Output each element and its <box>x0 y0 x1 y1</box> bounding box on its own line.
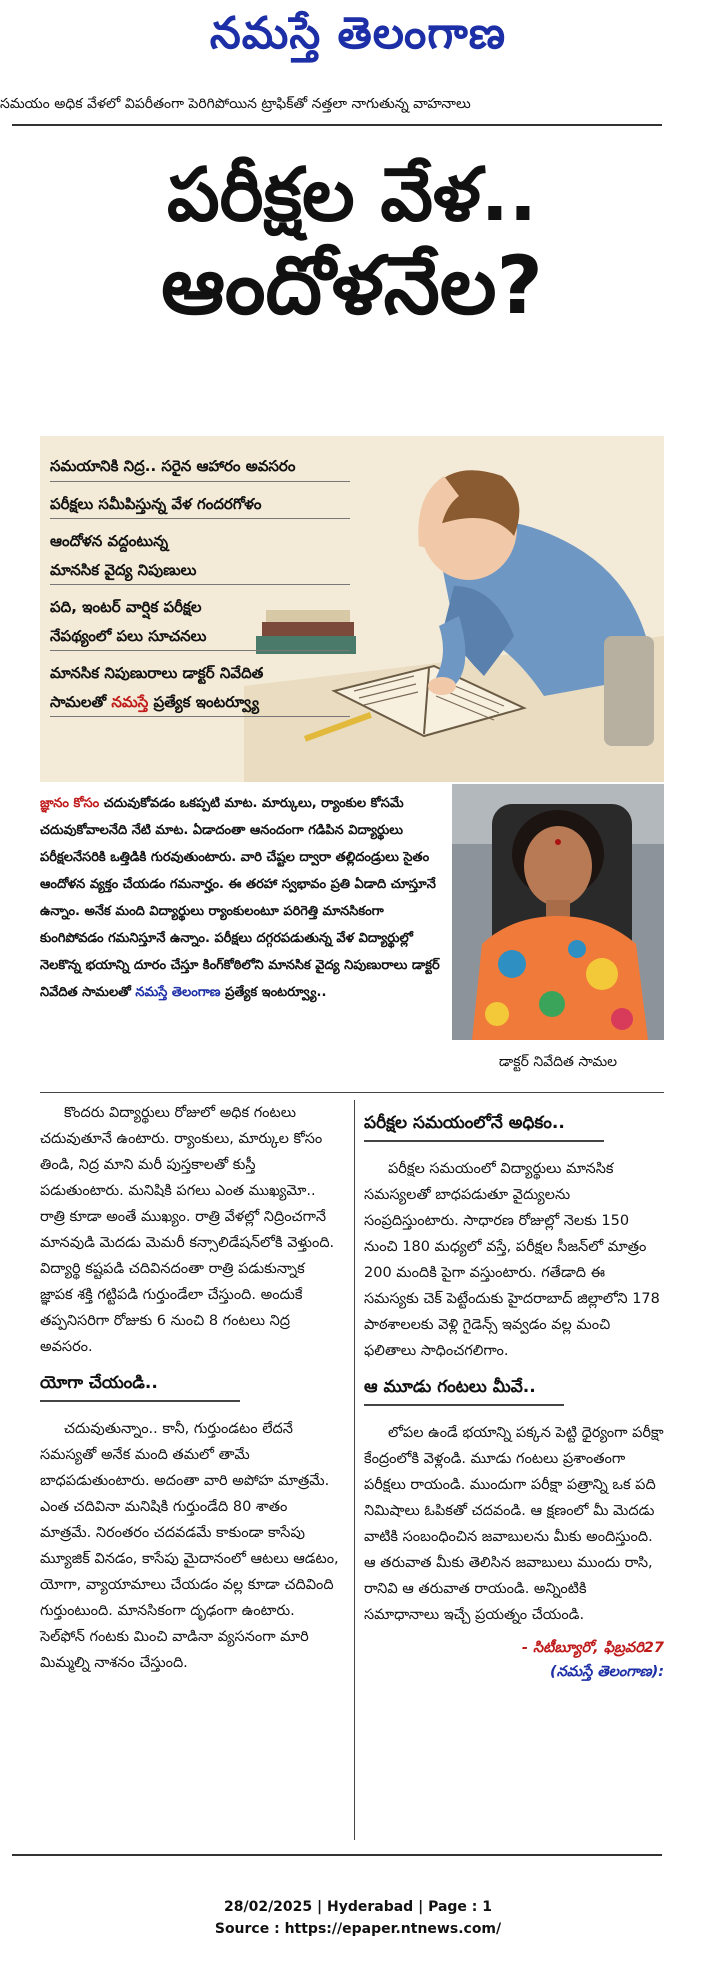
bullet-item <box>50 527 350 585</box>
left-column <box>40 1100 340 1684</box>
masthead <box>0 8 716 70</box>
intro-lead-words: జ్ఞానం కోసం <box>40 796 100 811</box>
photo-caption: డాక్టర్ నివేదిత సామల <box>498 1054 618 1070</box>
hero-illustration-panel <box>40 436 664 782</box>
intro-tail: ప్రత్యేక ఇంటర్వ్యూ.. <box>220 985 327 1000</box>
section-divider <box>40 1092 664 1093</box>
footer <box>0 1896 716 1940</box>
subheading-exam-time: పరీక్షల సమయంలోనే అధికం.. <box>364 1110 604 1142</box>
body-paragraph: పరీక్షల సమయంలో విద్యార్థులు మానసిక సమస్యలతో బాధపడుతూ వైద్యులను సంప్రదిస్తుంటారు. సాధారణ రోజుల్లో నెలకు 150 నుంచి 180 మధ్యలో వస్తే, పరీక్షల సీజన్‌లో మాత్రం 200 మందికి పైగా వస్తుంటారు. గతేడాది ఈ సమస్యకు చెక్ పెట్టేందుకు హైదరాబాద్ జిల్లాలోని 178 పాఠశాలలకు వెళ్లి గైడెన్స్ ఇవ్వడం వల్ల మంచి ఫలితాలు సాధించగలిగాం. <box>364 1161 660 1359</box>
bullet-list <box>50 452 350 725</box>
paper-name-inline: నమస్తే తెలంగాణ <box>135 985 221 1000</box>
bullet-line: మానసిక నిపుణురాలు డాక్టర్ నివేదిత <box>50 664 264 682</box>
right-column <box>364 1100 664 1684</box>
body-paragraph: కొందరు విద్యార్థులు రోజులో అధిక గంటలు చదువుతూనే ఉంటారు. ర్యాంకులు, మార్కుల కోసం తిండి, నిద్ర మాని మరీ పుస్తకాలతో కుస్తీ పడుతుంటారు. మనిషికి పగలు ఎంత ముఖ్యమో.. రాత్రి కూడా అంతే ముఖ్యం. రాత్రి వేళల్లో నిద్రించగానే మానవుడి మెదడు మెమరీ కన్సాలిడేషన్‌లోకి వెళ్తుంది. విద్యార్థి కష్టపడి చదివినదంతా రాత్రి పడుకున్నాక జ్ఞాపక శక్తి గట్టిపడి గుర్తుండేలా చేస్తుంది. అందుకే తప్పనిసరిగా రోజుకు 6 నుంచి 8 గంటలు నిద్ర అవసరం. <box>40 1105 335 1355</box>
newspaper-logo: నమస్తే తెలంగాణ <box>209 8 507 59</box>
bullet-item <box>50 452 350 482</box>
bullet-line: సమయానికి నిద్ర.. సరైన ఆహారం అవసరం <box>50 452 350 482</box>
body-paragraph: లోపల ఉండే భయాన్ని పక్కన పెట్టి ధైర్యంగా పరీక్షా కేంద్రంలోకి వెళ్లండి. మూడు గంటలు ప్రశాంతంగా పరీక్షలు రాయండి. ముందుగా పరీక్షా పత్రాన్ని ఒక పది నిమిషాలు ఓపికతో చదవండి. ఆ క్షణంలో మీ మెదడు వాటికి సంబంధించిన జవాబులను మీకు అందిస్తుంది. ఆ తరువాత మీకు తెలిసిన జవాబులు ముందు రాసి, రానివి ఆ తరువాత రాయండి. అన్నింటికి సమాధానాలు ఇచ్చే ప్రయత్నం చేయండి. <box>364 1425 664 1623</box>
column-divider <box>354 1100 355 1840</box>
subheading-yoga: యోగా చేయండి.. <box>40 1370 240 1402</box>
doctor-portrait-image <box>452 784 664 1040</box>
bottom-divider <box>12 1854 662 1856</box>
bullet-item <box>50 593 350 651</box>
bullet-line: నేపథ్యంలో పలు సూచనలు <box>50 622 350 652</box>
bullet-item <box>50 659 350 717</box>
doctor-photo <box>452 784 664 1040</box>
bullet-line: పది, ఇంటర్ వార్షిక పరీక్షల <box>50 598 202 616</box>
intro-body: చదువుకోవడం ఒకప్పటి మాట. మార్కులు, ర్యాంకుల కోసమే చదువుకోవాలనేది నేటి మాట. ఏడాదంతా ఆనందంగా గడిపిన విద్యార్థులు పరీక్షలనేసరికి ఒత్తిడికి గురవుతుంటారు. వారి చేష్టల ద్వారా తల్లిదండ్రులు సైతం ఆందోళన వ్యక్తం చేయడం గమనార్హం. ఈ తరహా స్వభావం ప్రతి ఏడాది చూస్తూనే ఉన్నాం. అనేక మంది విద్యార్థులు ర్యాంకులంటూ పరిగెత్తి మానసికంగా కుంగిపోవడం గమనిస్తూనే ఉన్నాం. పరీక్షలు దగ్గరపడుతున్న వేళ విద్యార్థుల్లో నెలకొన్న భయాన్ని దూరం చేస్తూ కింగ్‌కోఠిలోని మానసిక వైద్య నిపుణురాలు డాక్టర్ నివేదిత సామలతో <box>40 796 440 1000</box>
paper-name-highlight: నమస్తే <box>111 692 149 711</box>
body-paragraph: చదువుతున్నాం.. కానీ, గుర్తుండటం లేదనే సమస్యతో అనేక మంది తమలో తామే బాధపడుతుంటారు. అదంతా వారి అపోహ మాత్రమే. ఎంత చదివినా మనిషికి గుర్తుండేది 80 శాతం మాత్రమే. నిరంతరం చదవడమే కాకుండా కాసేపు మ్యూజిక్ వినడం, కాసేపు మైదానంలో ఆటలు ఆడటం, యోగా, వ్యాయామాలు చేయడం వల్ల కూడా చదివింది గుర్తుంటుంది. మానసికంగా దృఢంగా ఉంటారు. సెల్‌ఫోన్ గంటకు మించి వాడినా వ్యసనంగా మారి మిమ్మల్ని నాశనం చేస్తుంది. <box>40 1421 339 1671</box>
bullet-item <box>50 490 350 520</box>
bullet-line: ఆందోళన వద్దంటున్న <box>50 532 169 550</box>
headline <box>40 152 664 334</box>
ticker-text: సమయం అధిక వేళలో విపరీతంగా పెరిగిపోయిన ట్రాఫిక్‌తో నత్తలా నాగుతున్న వాహనాలు <box>0 96 471 112</box>
footer-date-edition: 28/02/2025 | Hyderabad | Page : 1 <box>223 1899 493 1915</box>
bullet-line: మానసిక వైద్య నిపుణులు <box>50 556 350 586</box>
footer-source-link[interactable]: Source : https://epaper.ntnews.com/ <box>214 1921 502 1937</box>
top-divider <box>12 124 662 126</box>
bullet-line: పరీక్షలు సమీపిస్తున్న వేళ గందరగోళం <box>50 490 350 520</box>
intro-paragraph <box>40 790 440 1006</box>
bullet-text: ప్రత్యేక ఇంటర్వ్యూ <box>148 692 260 711</box>
headline-line-1: పరీక్షల వేళ.. <box>167 152 537 238</box>
bullet-text: సామలతో <box>50 692 112 711</box>
headline-line-2: ఆందోళనేల? <box>161 239 543 333</box>
byline-location-date: - సిటీబ్యూరో, ఫిబ్రవరి27 <box>521 1640 664 1656</box>
subheading-three-hours: ఆ మూడు గంటలు మీవే.. <box>364 1374 564 1406</box>
bullet-line <box>50 688 350 718</box>
byline-source: (నమస్తే తెలంగాణ): <box>549 1664 664 1680</box>
byline <box>364 1636 664 1684</box>
